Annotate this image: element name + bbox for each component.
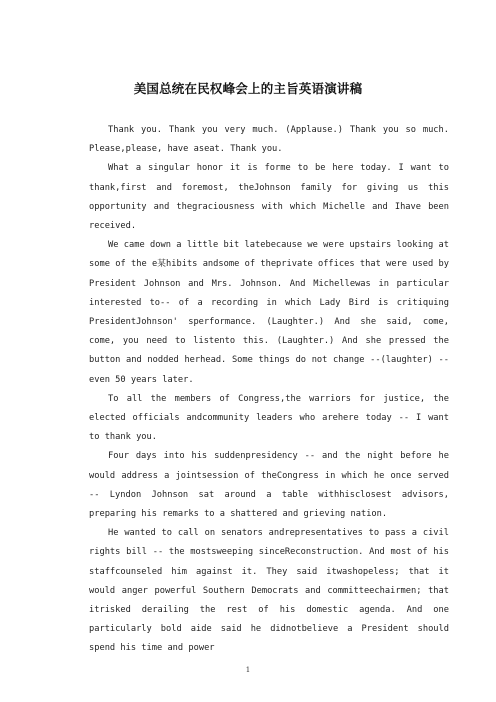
- paragraph-3: We came down a little bit latebecause we were upstairs looking at some of the e某hibits andsome of theprivate offices that were used by President Johnson and Mrs. Johnson. And Michellewas in particular interested to-- of a recording in which Lady Bird is critiquing PresidentJohnson' sperformance. (Laughter.) And she said, come, come, you need to listento this. (Laughter.) And she pressed the button and nodded herhead. Some things do not change --(laughter) -- even 50 years later.: [89, 240, 449, 385]
- paragraph-6: He wanted to call on senators andrepresentatives to pass a civil rights bill -- the mostsweeping sinceReconstruction. And most of his staffcounseled him against it. They said itwashopeless; that it would anger powerful Southern Democrats and committeechairmen; that itrisked derailing the rest of his domestic agenda. And one particularly bold aide said he didnotbelieve a President should spend his time and power: [89, 528, 449, 654]
- paragraph-5: Four days into his suddenpresidency -- and the night before he would address a jointsession of theCongress in which he once served -- Lyndon Johnson sat around a table withhisclosest advisors, preparing his remarks to a shattered and grieving nation.: [89, 451, 449, 520]
- paragraph-4: To all the members of Congress,the warriors for justice, the elected officials andcommunity leaders who arehere today -- I want to thank you.: [89, 393, 449, 443]
- page-title: 美国总统在民权峰会上的主旨英语演讲稿: [133, 81, 363, 96]
- page-number: 1: [245, 666, 251, 674]
- body-text: [89, 121, 449, 659]
- paragraph-2: What a singular honor it is forme to be here today. I want to thank,first and foremost, theJohnson family for giving us this opportunity and thegraciousness with which Michelle and Ihave been received.: [89, 163, 449, 232]
- paragraph-1: Thank you. Thank you very much. (Applause.) Thank you so much. Please,please, have aseat. Thank you.: [89, 125, 449, 155]
